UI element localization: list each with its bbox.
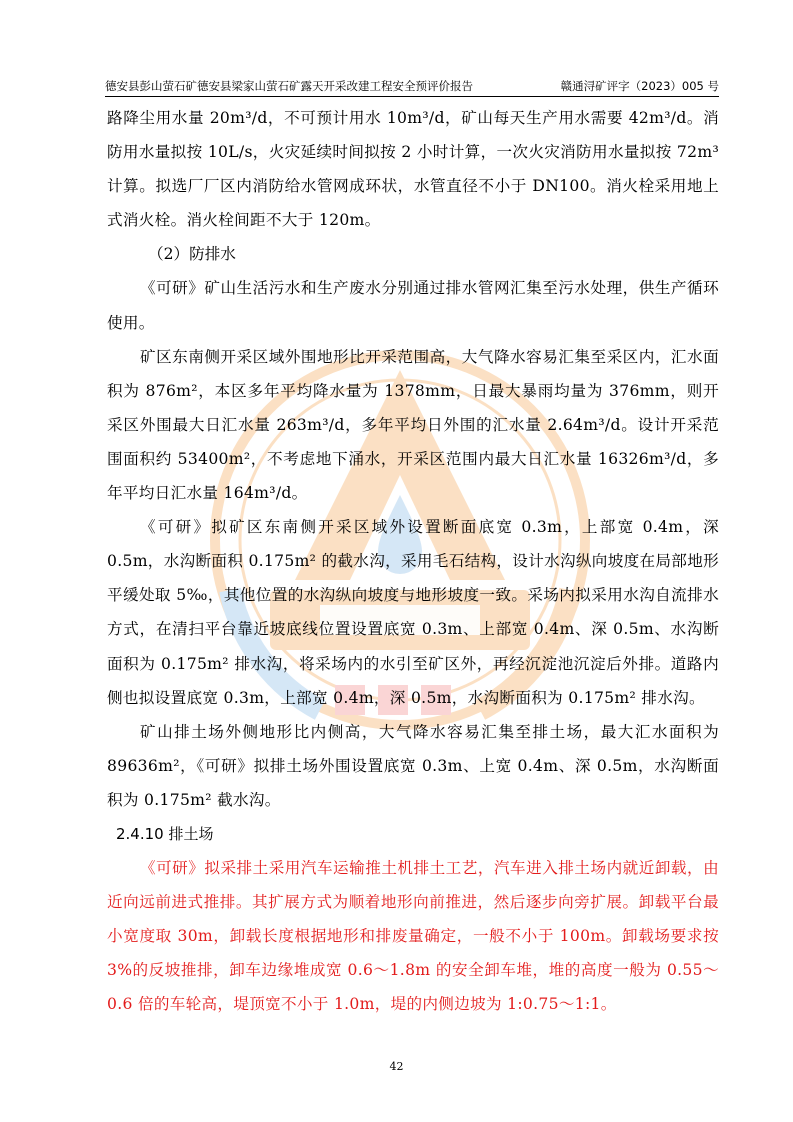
paragraph-intercepting-ditch: 《可研》拟矿区东南侧开采区域外设置断面底宽 0.3m，上部宽 0.4m，深 0.5m，水沟断面积 0.175m² 的截水沟，采用毛石结构，设计水沟纵向坡度在局部地形平缓处取 5‰，其他位置的水沟纵向坡度与地形坡度一致。采场内拟采用水沟自流排水方式，在清扫平台靠近坡底线位置设置底宽 0.3m、上部宽 0.4m、深 0.5m、水沟断面积为 0.175m² 排水沟，将采场内的水引至矿区外，再经沉淀池沉淀后外排。道路内侧也拟设置底宽 0.3m，上部宽 0.4m，深 0.5m，水沟断面积为 0.175m² 排水沟。 [107, 518, 719, 707]
header-divider [105, 96, 719, 97]
paragraph-sewage: 《可研》矿山生活污水和生产废水分别通过排水管网汇集至污水处理，供生产循环使用。 [107, 279, 719, 332]
subheading-drainage: （2）防排水 [148, 245, 236, 264]
paragraph-dump-drainage: 矿山排土场外侧地形比内侧高，大气降水容易汇集至排土场，最大汇水面积为 89636m²，《可研》拟排土场外围设置底宽 0.3m、上宽 0.4m、深 0.5m，水沟断面积为 0.175m² 截水沟。 [107, 722, 719, 809]
document-body [107, 101, 719, 1022]
header-report-number: 赣通浔矿评字（2023）005 号 [560, 79, 719, 93]
page-header [105, 78, 719, 94]
paragraph-catchment: 矿区东南侧开采区域外围地形比开采范围高，大气降水容易汇集至采区内，汇水面积为 876m²，本区多年平均降水量为 1378mm，日最大暴雨均量为 376mm，则开采区外围最大日汇水量 263m³/d，多年平均日外围的汇水量 2.64m³/d。设计开采范围面积约 53400m²，不考虑地下涌水，开采区范围内最大日汇水量 16326m³/d，多年平均日汇水量 164m³/d。 [107, 347, 719, 503]
paragraph-water-usage: 路降尘用水量 20m³/d，不可预计用水 10m³/d，矿山每天生产用水需要 42m³/d。消防用水量拟按 10L/s，火灾延续时间拟按 2 小时计算，一次火灾消防用水量拟按 72m³ 计算。拟选厂厂区内消防给水管网成环状，水管直径不小于 DN100。消火栓采用地上式消火栓。消火栓间距不大于 120m。 [107, 109, 719, 230]
paragraph-dump-process: 《可研》拟采排土采用汽车运输推土机排土工艺，汽车进入排土场内就近卸载，由近向远前进式推排。其扩展方式为顺着地形向前推进，然后逐步向旁扩展。卸载平台最小宽度取 30m，卸载长度根据地形和排废量确定，一般不小于 100m。卸载场要求按 3%的反坡推排，卸车边缘堆成宽 0.6～1.8m 的安全卸车堆，堆的高度一般为 0.55～0.6 倍的车轮高，堤顶宽不小于 1.0m，堤的内侧边坡为 1:0.75～1:1。 [107, 859, 719, 1014]
section-heading-dump: 2.4.10 排土场 [116, 824, 214, 843]
page-number: 42 [389, 1060, 404, 1073]
header-report-title: 德安县彭山萤石矿德安县梁家山萤石矿露天开采改建工程安全预评价报告 [105, 79, 473, 93]
